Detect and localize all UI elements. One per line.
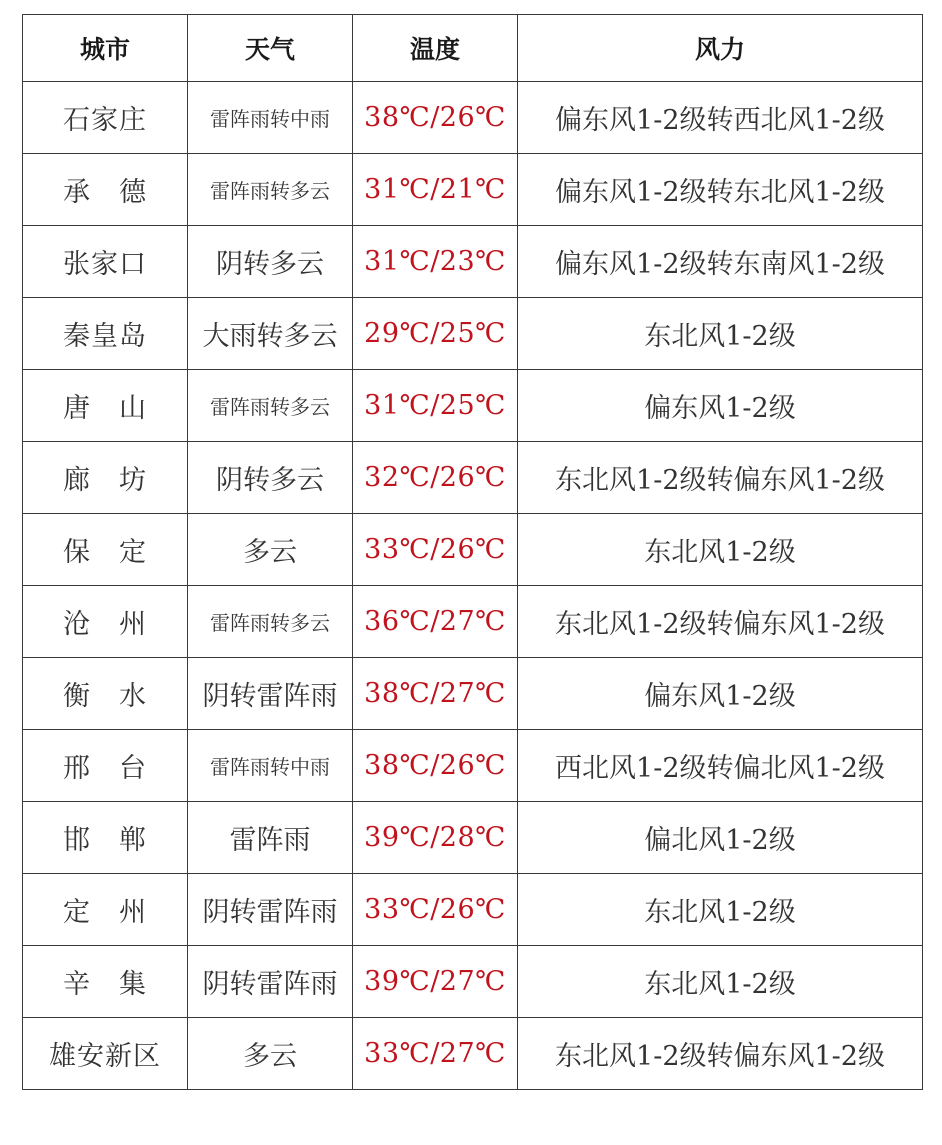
wind-cell: 东北风1-2级转偏东风1-2级 bbox=[518, 442, 923, 514]
wind-cell: 东北风1-2级转偏东风1-2级 bbox=[518, 1018, 923, 1090]
temperature-cell: 31℃/23℃ bbox=[353, 226, 518, 298]
table-row bbox=[23, 154, 923, 226]
table-row bbox=[23, 82, 923, 154]
forecast-table-container bbox=[22, 14, 922, 1090]
temperature-cell: 33℃/27℃ bbox=[353, 1018, 518, 1090]
table-row bbox=[23, 946, 923, 1018]
weather-cell: 阴转多云 bbox=[188, 442, 353, 514]
weather-cell: 雷阵雨转中雨 bbox=[188, 730, 353, 802]
table-row bbox=[23, 658, 923, 730]
city-cell: 衡 水 bbox=[23, 658, 188, 730]
city-cell: 邢 台 bbox=[23, 730, 188, 802]
wind-cell: 偏东风1-2级转东北风1-2级 bbox=[518, 154, 923, 226]
city-cell: 邯 郸 bbox=[23, 802, 188, 874]
weather-cell: 阴转雷阵雨 bbox=[188, 874, 353, 946]
wind-cell: 东北风1-2级 bbox=[518, 946, 923, 1018]
header-wind: 风力 bbox=[518, 15, 923, 82]
weather-cell: 多云 bbox=[188, 1018, 353, 1090]
weather-cell: 多云 bbox=[188, 514, 353, 586]
city-cell: 廊 坊 bbox=[23, 442, 188, 514]
city-cell: 定 州 bbox=[23, 874, 188, 946]
temperature-cell: 39℃/28℃ bbox=[353, 802, 518, 874]
wind-cell: 东北风1-2级转偏东风1-2级 bbox=[518, 586, 923, 658]
city-cell: 张家口 bbox=[23, 226, 188, 298]
header-weather: 天气 bbox=[188, 15, 353, 82]
table-header-row bbox=[23, 15, 923, 82]
city-cell: 唐 山 bbox=[23, 370, 188, 442]
temperature-cell: 36℃/27℃ bbox=[353, 586, 518, 658]
table-row bbox=[23, 514, 923, 586]
weather-cell: 阴转多云 bbox=[188, 226, 353, 298]
table-row bbox=[23, 730, 923, 802]
wind-cell: 偏东风1-2级转东南风1-2级 bbox=[518, 226, 923, 298]
city-cell: 辛 集 bbox=[23, 946, 188, 1018]
temperature-cell: 31℃/21℃ bbox=[353, 154, 518, 226]
table-row bbox=[23, 442, 923, 514]
temperature-cell: 33℃/26℃ bbox=[353, 874, 518, 946]
city-cell: 雄安新区 bbox=[23, 1018, 188, 1090]
city-cell: 沧 州 bbox=[23, 586, 188, 658]
table-row bbox=[23, 370, 923, 442]
wind-cell: 东北风1-2级 bbox=[518, 514, 923, 586]
temperature-cell: 39℃/27℃ bbox=[353, 946, 518, 1018]
weather-cell: 雷阵雨转多云 bbox=[188, 586, 353, 658]
temperature-cell: 31℃/25℃ bbox=[353, 370, 518, 442]
city-cell: 石家庄 bbox=[23, 82, 188, 154]
temperature-cell: 38℃/26℃ bbox=[353, 730, 518, 802]
weather-forecast-table bbox=[22, 14, 923, 1090]
weather-cell: 阴转雷阵雨 bbox=[188, 658, 353, 730]
header-temperature: 温度 bbox=[353, 15, 518, 82]
wind-cell: 东北风1-2级 bbox=[518, 298, 923, 370]
temperature-cell: 38℃/26℃ bbox=[353, 82, 518, 154]
wind-cell: 偏东风1-2级 bbox=[518, 658, 923, 730]
temperature-cell: 32℃/26℃ bbox=[353, 442, 518, 514]
table-row bbox=[23, 874, 923, 946]
city-cell: 保 定 bbox=[23, 514, 188, 586]
temperature-cell: 38℃/27℃ bbox=[353, 658, 518, 730]
wind-cell: 偏东风1-2级转西北风1-2级 bbox=[518, 82, 923, 154]
wind-cell: 东北风1-2级 bbox=[518, 874, 923, 946]
temperature-cell: 33℃/26℃ bbox=[353, 514, 518, 586]
table-row bbox=[23, 1018, 923, 1090]
header-city: 城市 bbox=[23, 15, 188, 82]
table-row bbox=[23, 802, 923, 874]
table-row bbox=[23, 586, 923, 658]
temperature-cell: 29℃/25℃ bbox=[353, 298, 518, 370]
weather-cell: 雷阵雨转多云 bbox=[188, 370, 353, 442]
wind-cell: 偏东风1-2级 bbox=[518, 370, 923, 442]
weather-cell: 雷阵雨转中雨 bbox=[188, 82, 353, 154]
table-row bbox=[23, 298, 923, 370]
weather-cell: 雷阵雨 bbox=[188, 802, 353, 874]
weather-cell: 阴转雷阵雨 bbox=[188, 946, 353, 1018]
city-cell: 承 德 bbox=[23, 154, 188, 226]
table-row bbox=[23, 226, 923, 298]
wind-cell: 西北风1-2级转偏北风1-2级 bbox=[518, 730, 923, 802]
wind-cell: 偏北风1-2级 bbox=[518, 802, 923, 874]
weather-cell: 大雨转多云 bbox=[188, 298, 353, 370]
weather-cell: 雷阵雨转多云 bbox=[188, 154, 353, 226]
city-cell: 秦皇岛 bbox=[23, 298, 188, 370]
